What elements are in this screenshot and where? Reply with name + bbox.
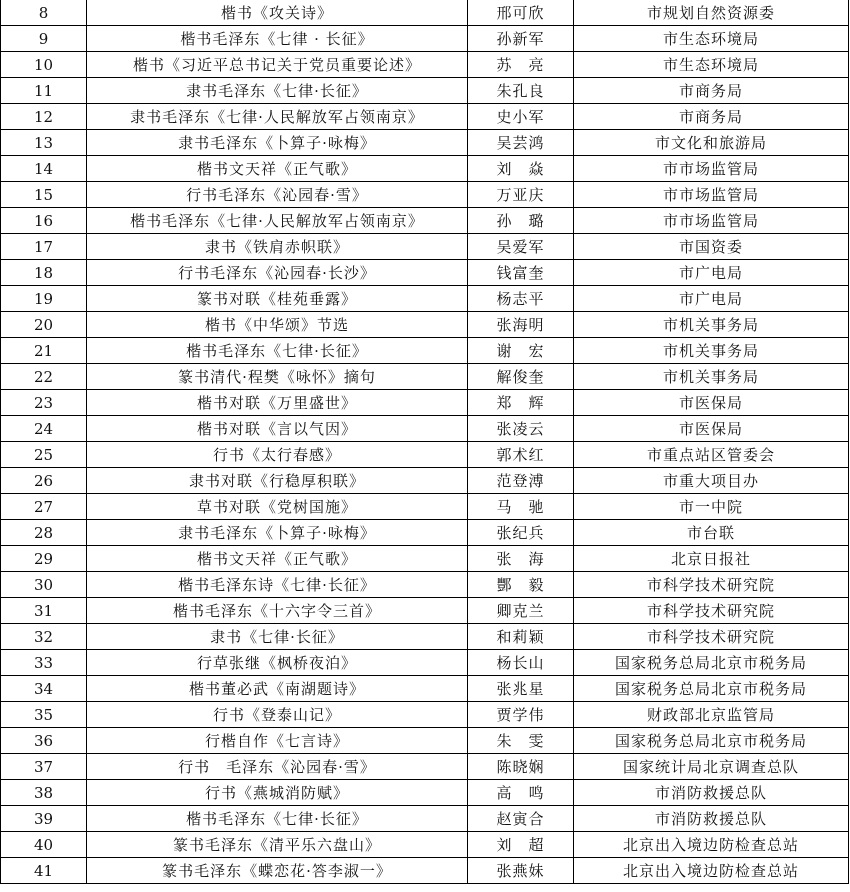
entry-author-name: 朱孔良: [468, 78, 574, 104]
entry-author-name: 刘 焱: [468, 156, 574, 182]
entry-author-name: 杨志平: [468, 286, 574, 312]
entry-author-name: 孙新军: [468, 26, 574, 52]
entry-author-name: 谢 宏: [468, 338, 574, 364]
entry-number: 19: [1, 286, 87, 312]
entry-author-name: 万亚庆: [468, 182, 574, 208]
entry-organization: 市商务局: [574, 78, 849, 104]
table-row: [1, 52, 849, 78]
table-row: [1, 234, 849, 260]
table-row: [1, 754, 849, 780]
entry-organization: 市广电局: [574, 286, 849, 312]
entry-number: 32: [1, 624, 87, 650]
entry-work-title: 行书 毛泽东《沁园春·雪》: [87, 754, 468, 780]
entry-author-name: 张凌云: [468, 416, 574, 442]
entry-organization: 市商务局: [574, 104, 849, 130]
table-row: [1, 624, 849, 650]
entry-number: 15: [1, 182, 87, 208]
entry-work-title: 行楷自作《七言诗》: [87, 728, 468, 754]
table-row: [1, 650, 849, 676]
entry-work-title: 行书毛泽东《沁园春·长沙》: [87, 260, 468, 286]
entry-work-title: 楷书《攻关诗》: [87, 0, 468, 26]
entry-number: 10: [1, 52, 87, 78]
entry-work-title: 隶书《铁肩赤帜联》: [87, 234, 468, 260]
entry-number: 28: [1, 520, 87, 546]
entry-number: 8: [1, 0, 87, 26]
entry-number: 35: [1, 702, 87, 728]
entry-number: 37: [1, 754, 87, 780]
table-row: [1, 728, 849, 754]
entry-author-name: 苏 亮: [468, 52, 574, 78]
entry-organization: 市科学技术研究院: [574, 572, 849, 598]
entry-author-name: 解俊奎: [468, 364, 574, 390]
entry-number: 38: [1, 780, 87, 806]
entry-work-title: 篆书毛泽东《清平乐六盘山》: [87, 832, 468, 858]
entry-work-title: 楷书毛泽东诗《七律·长征》: [87, 572, 468, 598]
entry-work-title: 隶书毛泽东《卜算子·咏梅》: [87, 130, 468, 156]
entry-author-name: 张兆星: [468, 676, 574, 702]
entry-work-title: 行草张继《枫桥夜泊》: [87, 650, 468, 676]
entry-work-title: 楷书毛泽东《十六字令三首》: [87, 598, 468, 624]
entry-organization: 北京出入境边防检查总站: [574, 832, 849, 858]
entry-author-name: 张纪兵: [468, 520, 574, 546]
entry-author-name: 刘 超: [468, 832, 574, 858]
entry-number: 14: [1, 156, 87, 182]
entry-organization: 北京出入境边防检查总站: [574, 858, 849, 884]
entry-number: 12: [1, 104, 87, 130]
entry-organization: 市文化和旅游局: [574, 130, 849, 156]
entry-work-title: 行书毛泽东《沁园春·雪》: [87, 182, 468, 208]
entry-work-title: 楷书文天祥《正气歌》: [87, 156, 468, 182]
entry-author-name: 贾学伟: [468, 702, 574, 728]
entry-work-title: 行书《登泰山记》: [87, 702, 468, 728]
table-row: [1, 364, 849, 390]
entry-organization: 市市场监管局: [574, 208, 849, 234]
entry-organization: 国家税务总局北京市税务局: [574, 650, 849, 676]
entry-number: 13: [1, 130, 87, 156]
entry-number: 26: [1, 468, 87, 494]
table-row: [1, 546, 849, 572]
table-row: [1, 806, 849, 832]
entry-author-name: 范登溥: [468, 468, 574, 494]
entry-author-name: 吴芸鸿: [468, 130, 574, 156]
entry-organization: 市重大项目办: [574, 468, 849, 494]
table-row: [1, 702, 849, 728]
entry-work-title: 楷书毛泽东《七律·长征》: [87, 806, 468, 832]
table-row: [1, 780, 849, 806]
entry-organization: 市医保局: [574, 390, 849, 416]
entry-organization: 市市场监管局: [574, 156, 849, 182]
table-row: [1, 130, 849, 156]
table-row: [1, 286, 849, 312]
entry-author-name: 杨长山: [468, 650, 574, 676]
entry-author-name: 和莉颖: [468, 624, 574, 650]
table-row: [1, 832, 849, 858]
entry-work-title: 楷书毛泽东《七律·长征》: [87, 338, 468, 364]
table-row: [1, 78, 849, 104]
entry-work-title: 楷书《中华颂》节选: [87, 312, 468, 338]
entry-number: 23: [1, 390, 87, 416]
entry-organization: 市广电局: [574, 260, 849, 286]
entry-author-name: 赵寅合: [468, 806, 574, 832]
entry-organization: 市机关事务局: [574, 364, 849, 390]
entry-organization: 市消防救援总队: [574, 806, 849, 832]
entry-author-name: 孙 璐: [468, 208, 574, 234]
entry-author-name: 卿克兰: [468, 598, 574, 624]
entry-work-title: 篆书清代·程樊《咏怀》摘句: [87, 364, 468, 390]
entry-number: 34: [1, 676, 87, 702]
entry-organization: 国家税务总局北京市税务局: [574, 728, 849, 754]
table-row: [1, 390, 849, 416]
entry-organization: 市重点站区管委会: [574, 442, 849, 468]
entry-work-title: 篆书毛泽东《蝶恋花·答李淑一》: [87, 858, 468, 884]
entry-organization: 市机关事务局: [574, 312, 849, 338]
table-row: [1, 520, 849, 546]
entry-author-name: 张海明: [468, 312, 574, 338]
entry-author-name: 史小军: [468, 104, 574, 130]
entries-table-body: [1, 0, 849, 884]
entry-number: 30: [1, 572, 87, 598]
entry-work-title: 行书《太行春感》: [87, 442, 468, 468]
entry-number: 39: [1, 806, 87, 832]
entry-organization: 市科学技术研究院: [574, 598, 849, 624]
entry-organization: 市规划自然资源委: [574, 0, 849, 26]
table-row: [1, 182, 849, 208]
table-row: [1, 312, 849, 338]
entry-number: 41: [1, 858, 87, 884]
entry-number: 27: [1, 494, 87, 520]
entry-author-name: 高 鸣: [468, 780, 574, 806]
entry-work-title: 楷书《习近平总书记关于党员重要论述》: [87, 52, 468, 78]
entry-author-name: 郭术红: [468, 442, 574, 468]
entry-organization: 财政部北京监管局: [574, 702, 849, 728]
entry-organization: 市机关事务局: [574, 338, 849, 364]
table-row: [1, 104, 849, 130]
table-row: [1, 338, 849, 364]
entry-work-title: 楷书对联《万里盛世》: [87, 390, 468, 416]
entry-number: 29: [1, 546, 87, 572]
entry-number: 33: [1, 650, 87, 676]
entry-organization: 市消防救援总队: [574, 780, 849, 806]
table-row: [1, 442, 849, 468]
entry-organization: 北京日报社: [574, 546, 849, 572]
entry-number: 17: [1, 234, 87, 260]
table-row: [1, 416, 849, 442]
entry-author-name: 马 驰: [468, 494, 574, 520]
table-row: [1, 156, 849, 182]
entry-organization: 市国资委: [574, 234, 849, 260]
entry-number: 11: [1, 78, 87, 104]
entry-number: 22: [1, 364, 87, 390]
entry-work-title: 草书对联《党树国施》: [87, 494, 468, 520]
entry-organization: 市一中院: [574, 494, 849, 520]
table-row: [1, 26, 849, 52]
entry-work-title: 楷书董必武《南湖题诗》: [87, 676, 468, 702]
entry-author-name: 吴爱军: [468, 234, 574, 260]
entry-number: 31: [1, 598, 87, 624]
entry-organization: 市市场监管局: [574, 182, 849, 208]
entry-number: 20: [1, 312, 87, 338]
entry-work-title: 楷书毛泽东《七律 · 长征》: [87, 26, 468, 52]
entry-number: 25: [1, 442, 87, 468]
entry-author-name: 张燕妹: [468, 858, 574, 884]
entry-number: 16: [1, 208, 87, 234]
entry-number: 40: [1, 832, 87, 858]
entry-number: 36: [1, 728, 87, 754]
entry-work-title: 隶书毛泽东《七律·长征》: [87, 78, 468, 104]
entry-organization: 国家统计局北京调查总队: [574, 754, 849, 780]
entry-author-name: 邢可欣: [468, 0, 574, 26]
entry-number: 9: [1, 26, 87, 52]
entry-work-title: 篆书对联《桂苑垂露》: [87, 286, 468, 312]
entry-author-name: 酆 毅: [468, 572, 574, 598]
entry-work-title: 楷书文天祥《正气歌》: [87, 546, 468, 572]
table-row: [1, 494, 849, 520]
entry-work-title: 隶书《七律·长征》: [87, 624, 468, 650]
entry-author-name: 钱富奎: [468, 260, 574, 286]
entry-author-name: 张 海: [468, 546, 574, 572]
table-row: [1, 598, 849, 624]
table-row: [1, 676, 849, 702]
table-row: [1, 0, 849, 26]
entry-work-title: 隶书毛泽东《七律·人民解放军占领南京》: [87, 104, 468, 130]
entry-organization: 国家税务总局北京市税务局: [574, 676, 849, 702]
entry-work-title: 楷书毛泽东《七律·人民解放军占领南京》: [87, 208, 468, 234]
entry-work-title: 隶书毛泽东《卜算子·咏梅》: [87, 520, 468, 546]
table-row: [1, 858, 849, 884]
entry-organization: 市生态环境局: [574, 52, 849, 78]
entry-work-title: 行书《燕城消防赋》: [87, 780, 468, 806]
entry-number: 18: [1, 260, 87, 286]
entry-author-name: 陈晓娴: [468, 754, 574, 780]
entry-organization: 市医保局: [574, 416, 849, 442]
entry-organization: 市科学技术研究院: [574, 624, 849, 650]
entry-organization: 市生态环境局: [574, 26, 849, 52]
table-row: [1, 468, 849, 494]
entry-author-name: 朱 雯: [468, 728, 574, 754]
entry-work-title: 隶书对联《行稳厚积联》: [87, 468, 468, 494]
entry-author-name: 郑 辉: [468, 390, 574, 416]
entry-number: 21: [1, 338, 87, 364]
entry-work-title: 楷书对联《言以气因》: [87, 416, 468, 442]
table-row: [1, 208, 849, 234]
table-row: [1, 572, 849, 598]
entry-number: 24: [1, 416, 87, 442]
table-row: [1, 260, 849, 286]
entry-organization: 市台联: [574, 520, 849, 546]
